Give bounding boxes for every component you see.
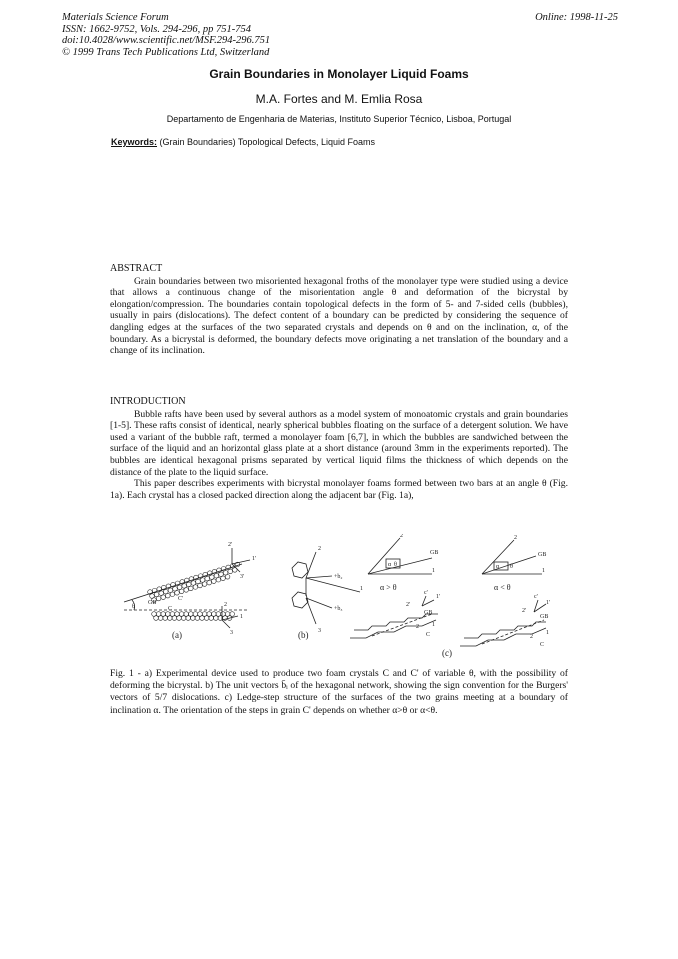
alpha-gt-theta-label: α > θ (380, 583, 397, 592)
label-1-b: 1 (360, 586, 363, 592)
bubble (186, 616, 191, 621)
label-1p-c1: 1' (436, 594, 441, 600)
label-2-c3: 2 (416, 624, 419, 630)
copyright-line: © 1999 Trans Tech Publications Ltd, Switzerland (62, 46, 270, 58)
bubble (200, 616, 205, 621)
c-prime-label-c2: c' (534, 594, 538, 600)
label-1p-c2: 1' (546, 600, 551, 606)
bubble (181, 616, 186, 621)
doi-link[interactable]: doi:10.4028/www.scientific.net/MSF.294-296.751 (62, 35, 271, 46)
keywords-label: Keywords: (111, 137, 158, 147)
bubble (195, 616, 200, 621)
c-label-c2: C (540, 642, 545, 648)
c-prime-label-a: C' (178, 596, 184, 602)
bubble (207, 580, 212, 585)
label-1-c4: 1 (546, 630, 549, 636)
abstract-section (110, 263, 568, 357)
bubble (214, 616, 219, 621)
theta-label-c1: θ (394, 562, 397, 568)
label-3-b: 3 (318, 628, 321, 634)
gb-label-a: GB (148, 600, 157, 606)
paper-affiliation: Departamento de Engenharia de Materias, Instituto Superior Técnico, Lisboa, Portugal (166, 114, 512, 124)
figure-1-caption: Fig. 1 - a) Experimental device used to produce two foam crystals C and C' of variable θ, with the possibility of deforming the bicrystal. b) The unit vectors b̄ᵢ of the hexagonal network, showing the sign convention for the Burgers' vectors of 5/7 dislocations. c) Ledge-step structure of the surfaces of the two grains meeting at a boundary of inclination α. The orientation of the steps in grain C' depends on whether α>θ or α<θ. (110, 668, 568, 716)
label-3p-a: 3' (240, 574, 245, 580)
gb-label-c4: GB (540, 614, 549, 620)
panel-a-device (124, 548, 250, 628)
bubble (156, 596, 161, 601)
journal-name: Materials Science Forum (62, 12, 169, 23)
b2-label: +b₂ (334, 574, 343, 580)
abstract-heading: ABSTRACT (110, 263, 163, 274)
panel-c-ledge-steps (350, 538, 549, 646)
label-2p-c2: 2' (522, 608, 527, 614)
label-2p-c1: 2' (406, 602, 411, 608)
bubble (225, 575, 230, 580)
bubble (170, 592, 175, 597)
issn-line: ISSN: 1662-9752, Vols. 294-296, pp 751-754 (62, 23, 251, 35)
bubble (168, 616, 173, 621)
label-1-a: 1 (240, 614, 243, 620)
panel-c-label: (c) (442, 648, 452, 658)
paper-authors: M.A. Fortes and M. Emlia Rosa (255, 92, 423, 106)
panel-b-unit-vectors (292, 552, 360, 624)
bubble (193, 585, 198, 590)
c-prime-label-c1: c' (424, 590, 428, 596)
online-date: Online: 1998-11-25 (535, 12, 618, 23)
gb-label-c2: GB (538, 552, 547, 558)
label-2p-a: 2' (228, 542, 233, 548)
label-3-a: 3 (230, 630, 233, 636)
bubble (212, 579, 217, 584)
bubble (228, 569, 233, 574)
introduction-section (110, 396, 568, 501)
keywords-text: (Grain Boundaries) Topological Defects, Liquid Foams (159, 137, 375, 147)
journal-header (62, 12, 618, 58)
label-2-b: 2 (318, 546, 321, 552)
introduction-heading: INTRODUCTION (110, 396, 186, 407)
figure-1 (110, 534, 568, 660)
keywords (111, 137, 375, 147)
bubble (189, 586, 194, 591)
gb-label-c3: GB (424, 610, 433, 616)
bubble (158, 616, 163, 621)
bubble (163, 616, 168, 621)
paper-title: Grain Boundaries in Monolayer Liquid Foams (209, 67, 469, 81)
label-2-c1: 2 (400, 534, 403, 539)
bubble (177, 616, 182, 621)
bubble (216, 577, 221, 582)
label-1-c2: 1 (542, 568, 545, 574)
bubble (175, 590, 180, 595)
theta-label-c2: θ (510, 564, 513, 570)
bubble (191, 616, 196, 621)
panel-a-label: (a) (172, 630, 182, 640)
upper-crystal-bubbles (148, 562, 240, 602)
bubble (179, 589, 184, 594)
alpha-label-c2: α (496, 564, 500, 570)
alpha-lt-theta-label: α < θ (494, 583, 511, 592)
panel-b-label: (b) (298, 630, 309, 640)
b3-label: +b₃ (334, 606, 343, 612)
abstract-text: Grain boundaries between two misoriented hexagonal froths of the monolayer type were studied using a device that allows a continuous change of the misorientation angle θ and deformation of the bicrystal by elongation/compression. The boundaries contain topological defects in the form of 5- and 7-sided cells (bubbles), usually in pairs (dislocations). The defect content of a boundary can be predicted by considering the sequence of dangling edges at the surfaces of the two separated crystals and depends on θ and on the inclination, α, of the boundary. As a bicrystal is deformed, the boundary defects move originating a net translation of the boundary and a change of its inclination. (110, 275, 568, 357)
label-2-c4: 2 (530, 634, 533, 640)
intro-paragraph-2: This paper describes experiments with bicrystal monolayer foams formed between two bars at an angle θ (Fig. 1a). Each crystal has a closed packed direction along the adjacent bar (Fig. 1a), (110, 478, 568, 501)
bubble (221, 576, 226, 581)
figure-1-drawing (110, 534, 568, 660)
gb-label-c1: GB (430, 550, 439, 556)
bubble (161, 595, 166, 600)
c-label-a: C (168, 606, 173, 612)
bubble (204, 616, 209, 621)
bubble (172, 616, 177, 621)
bubble (184, 588, 189, 593)
bubble (166, 593, 171, 598)
intro-paragraph-1: Bubble rafts have been used by several authors as a model system of monoatomic crystals and grain boundaries [1-5]. These rafts consist of identical, nearly spherical bubbles floating on the surface of a detergent solution. We have used a variant of the bubble raft, termed a monolayer foam [6,7], in which the bubbles are sandwiched between the surface of the liquid and an horizontal glass plate at a short distance (around 3mm in the experiments reported). The bubbles are identical hexagonal prisms separated by vertical liquid films the thickness of which depends on the distance of the plate to the liquid surface. (110, 408, 568, 478)
label-1-c3: 1 (432, 622, 435, 628)
bubble (198, 583, 203, 588)
label-1-c1: 1 (432, 568, 435, 574)
bubble (154, 616, 159, 621)
alpha-label-c1: α (388, 562, 392, 568)
theta-label-a: θ (132, 604, 135, 610)
bubble (202, 582, 207, 587)
c-label-c1: C (426, 632, 431, 638)
label-2-c2: 2 (514, 535, 517, 541)
bubble (209, 616, 214, 621)
label-2-a: 2 (224, 602, 227, 608)
label-1p-a: 1' (252, 556, 257, 562)
